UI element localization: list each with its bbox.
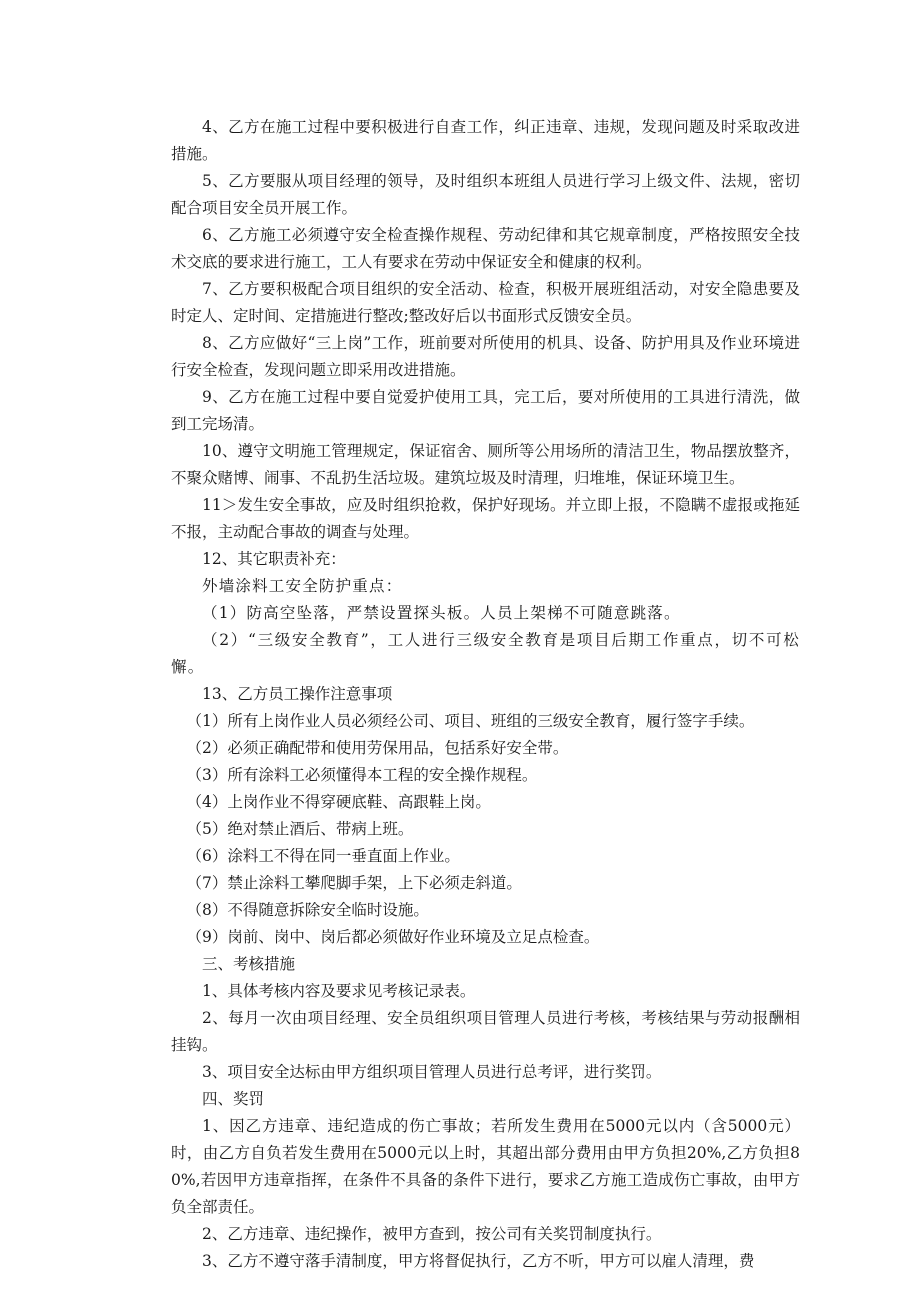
paragraph: 2、乙方违章、违纪操作，被甲方查到，按公司有关奖罚制度执行。: [202, 1225, 662, 1243]
paragraph: （3）所有涂料工必须懂得本工程的安全操作规程。: [186, 766, 538, 784]
paragraph: （2）“三级安全教育”，工人进行三级安全教育是项目后期工作重点，切不可松懈。: [171, 631, 800, 676]
paragraph: 1、因乙方违章、违纪造成的伤亡事故；若所发生费用在5000元以内（含5000元）时，由乙方自负若发生费用在5000元以上时，其超出部分费用由甲方负担20%,乙方负担80%,若因甲方违章指挥，在条件不具备的条件下进行，要求乙方施工造成伤亡事故，由甲方负全部责任。: [171, 1117, 800, 1216]
paragraph: 3、乙方不遵守落手清制度，甲方将督促执行，乙方不听，甲方可以雇人清理，费: [202, 1252, 755, 1270]
paragraph: 13、乙方员工操作注意事项: [202, 685, 393, 703]
paragraph: 7、乙方要积极配合项目组织的安全活动、检查，积极开展班组活动，对安全隐患要及时定人、定时间、定措施进行整改;整改好后以书面形式反馈安全员。: [171, 280, 800, 325]
paragraph: （4）上岗作业不得穿硬底鞋、高跟鞋上岗。: [186, 793, 491, 811]
paragraph: 三、考核措施: [202, 955, 296, 973]
paragraph: （1）所有上岗作业人员必须经公司、项目、班组的三级安全教育，履行签字手续。: [186, 712, 755, 730]
paragraph: （2）必须正确配带和使用劳保用品，包括系好安全带。: [186, 739, 569, 757]
paragraph: （5）绝对禁止酒后、带病上班。: [186, 820, 414, 838]
paragraph: 1、具体考核内容及要求见考核记录表。: [202, 982, 476, 1000]
paragraph: 四、奖罚: [202, 1090, 265, 1108]
paragraph: （1）防高空坠落，严禁设置探头板。人员上架梯不可随意跳落。: [202, 604, 681, 622]
paragraph: 8、乙方应做好“三上岗”工作，班前要对所使用的机具、设备、防护用具及作业环境进行安全检查，发现问题立即采用改进措施。: [171, 334, 800, 379]
paragraph: 6、乙方施工必须遵守安全检查操作规程、劳动纪律和其它规章制度，严格按照安全技术交底的要求进行施工，工人有要求在劳动中保证安全和健康的权利。: [171, 226, 800, 271]
paragraph: （7）禁止涂料工攀爬脚手架，上下必须走斜道。: [186, 874, 522, 892]
paragraph: （9）岗前、岗中、岗后都必须做好作业环境及立足点检查。: [186, 928, 600, 946]
paragraph: 11＞发生安全事故，应及时组织抢救，保护好现场。并立即上报，不隐瞒不虚报或拖延不报，主动配合事故的调查与处理。: [171, 496, 800, 541]
paragraph: （6）涂料工不得在同一垂直面上作业。: [186, 847, 460, 865]
paragraph: 12、其它职责补充：: [202, 550, 346, 568]
paragraph: 3、项目安全达标由甲方组织项目管理人员进行总考评，进行奖罚。: [202, 1063, 662, 1081]
paragraph: 5、乙方要服从项目经理的领导，及时组织本班组人员进行学习上级文件、法规，密切配合项目安全员开展工作。: [171, 172, 800, 217]
paragraph: 10、遵守文明施工管理规定，保证宿舍、厕所等公用场所的清洁卫生，物品摆放整齐，不聚众赌博、闹事、不乱扔生活垃圾。建筑垃圾及时清理，归堆堆，保证环境卫生。: [171, 442, 800, 487]
document-body: [171, 114, 800, 1275]
paragraph: 9、乙方在施工过程中要自觉爱护使用工具，完工后，要对所使用的工具进行清洗，做到工完场清。: [171, 388, 800, 433]
paragraph: 2、每月一次由项目经理、安全员组织项目管理人员进行考核，考核结果与劳动报酬相挂钩。: [171, 1009, 800, 1054]
paragraph: 外墙涂料工安全防护重点：: [202, 577, 403, 595]
paragraph: （8）不得随意拆除安全临时设施。: [186, 901, 429, 919]
paragraph: 4、乙方在施工过程中要积极进行自查工作，纠正违章、违规，发现问题及时采取改进措施。: [171, 118, 800, 163]
